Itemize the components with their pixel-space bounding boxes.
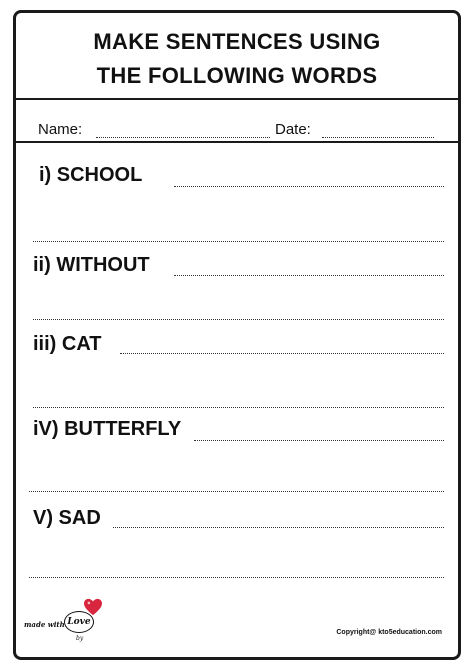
question-1-label: i) SCHOOL [39,164,143,186]
love-text: Love [67,617,91,627]
question-2-answer-line-1[interactable] [174,275,444,276]
date-field[interactable] [322,137,434,138]
name-field[interactable] [96,137,270,138]
title-line-1: MAKE SENTENCES USING [93,29,381,54]
title-line-2: THE FOLLOWING WORDS [96,63,378,88]
question-5-answer-line-2[interactable] [29,577,444,578]
name-label: Name: [38,121,83,138]
copyright-text: Copyright@ kto5education.com [336,629,442,636]
made-with-text: made with [24,620,65,629]
question-4-answer-line-1[interactable] [194,440,444,441]
question-2-answer-line-2[interactable] [33,319,444,320]
title-divider [16,98,458,100]
question-4-answer-line-2[interactable] [29,491,444,492]
worksheet-frame [13,10,461,660]
by-text: by [76,635,84,642]
worksheet-title [16,25,458,93]
made-with-love-logo [24,598,114,648]
question-1-answer-line-2[interactable] [33,241,444,242]
question-4-label: iV) BUTTERFLY [33,418,182,440]
date-label: Date: [275,121,311,138]
question-3-answer-line-2[interactable] [33,407,444,408]
heart-icon [82,598,104,616]
question-3-label: iii) CAT [33,333,102,355]
header-divider [16,141,458,143]
question-5-label: V) SAD [33,507,101,529]
question-5-answer-line-1[interactable] [113,527,444,528]
question-3-answer-line-1[interactable] [120,353,444,354]
question-2-label: ii) WITHOUT [33,254,150,276]
question-1-answer-line-1[interactable] [174,186,444,187]
